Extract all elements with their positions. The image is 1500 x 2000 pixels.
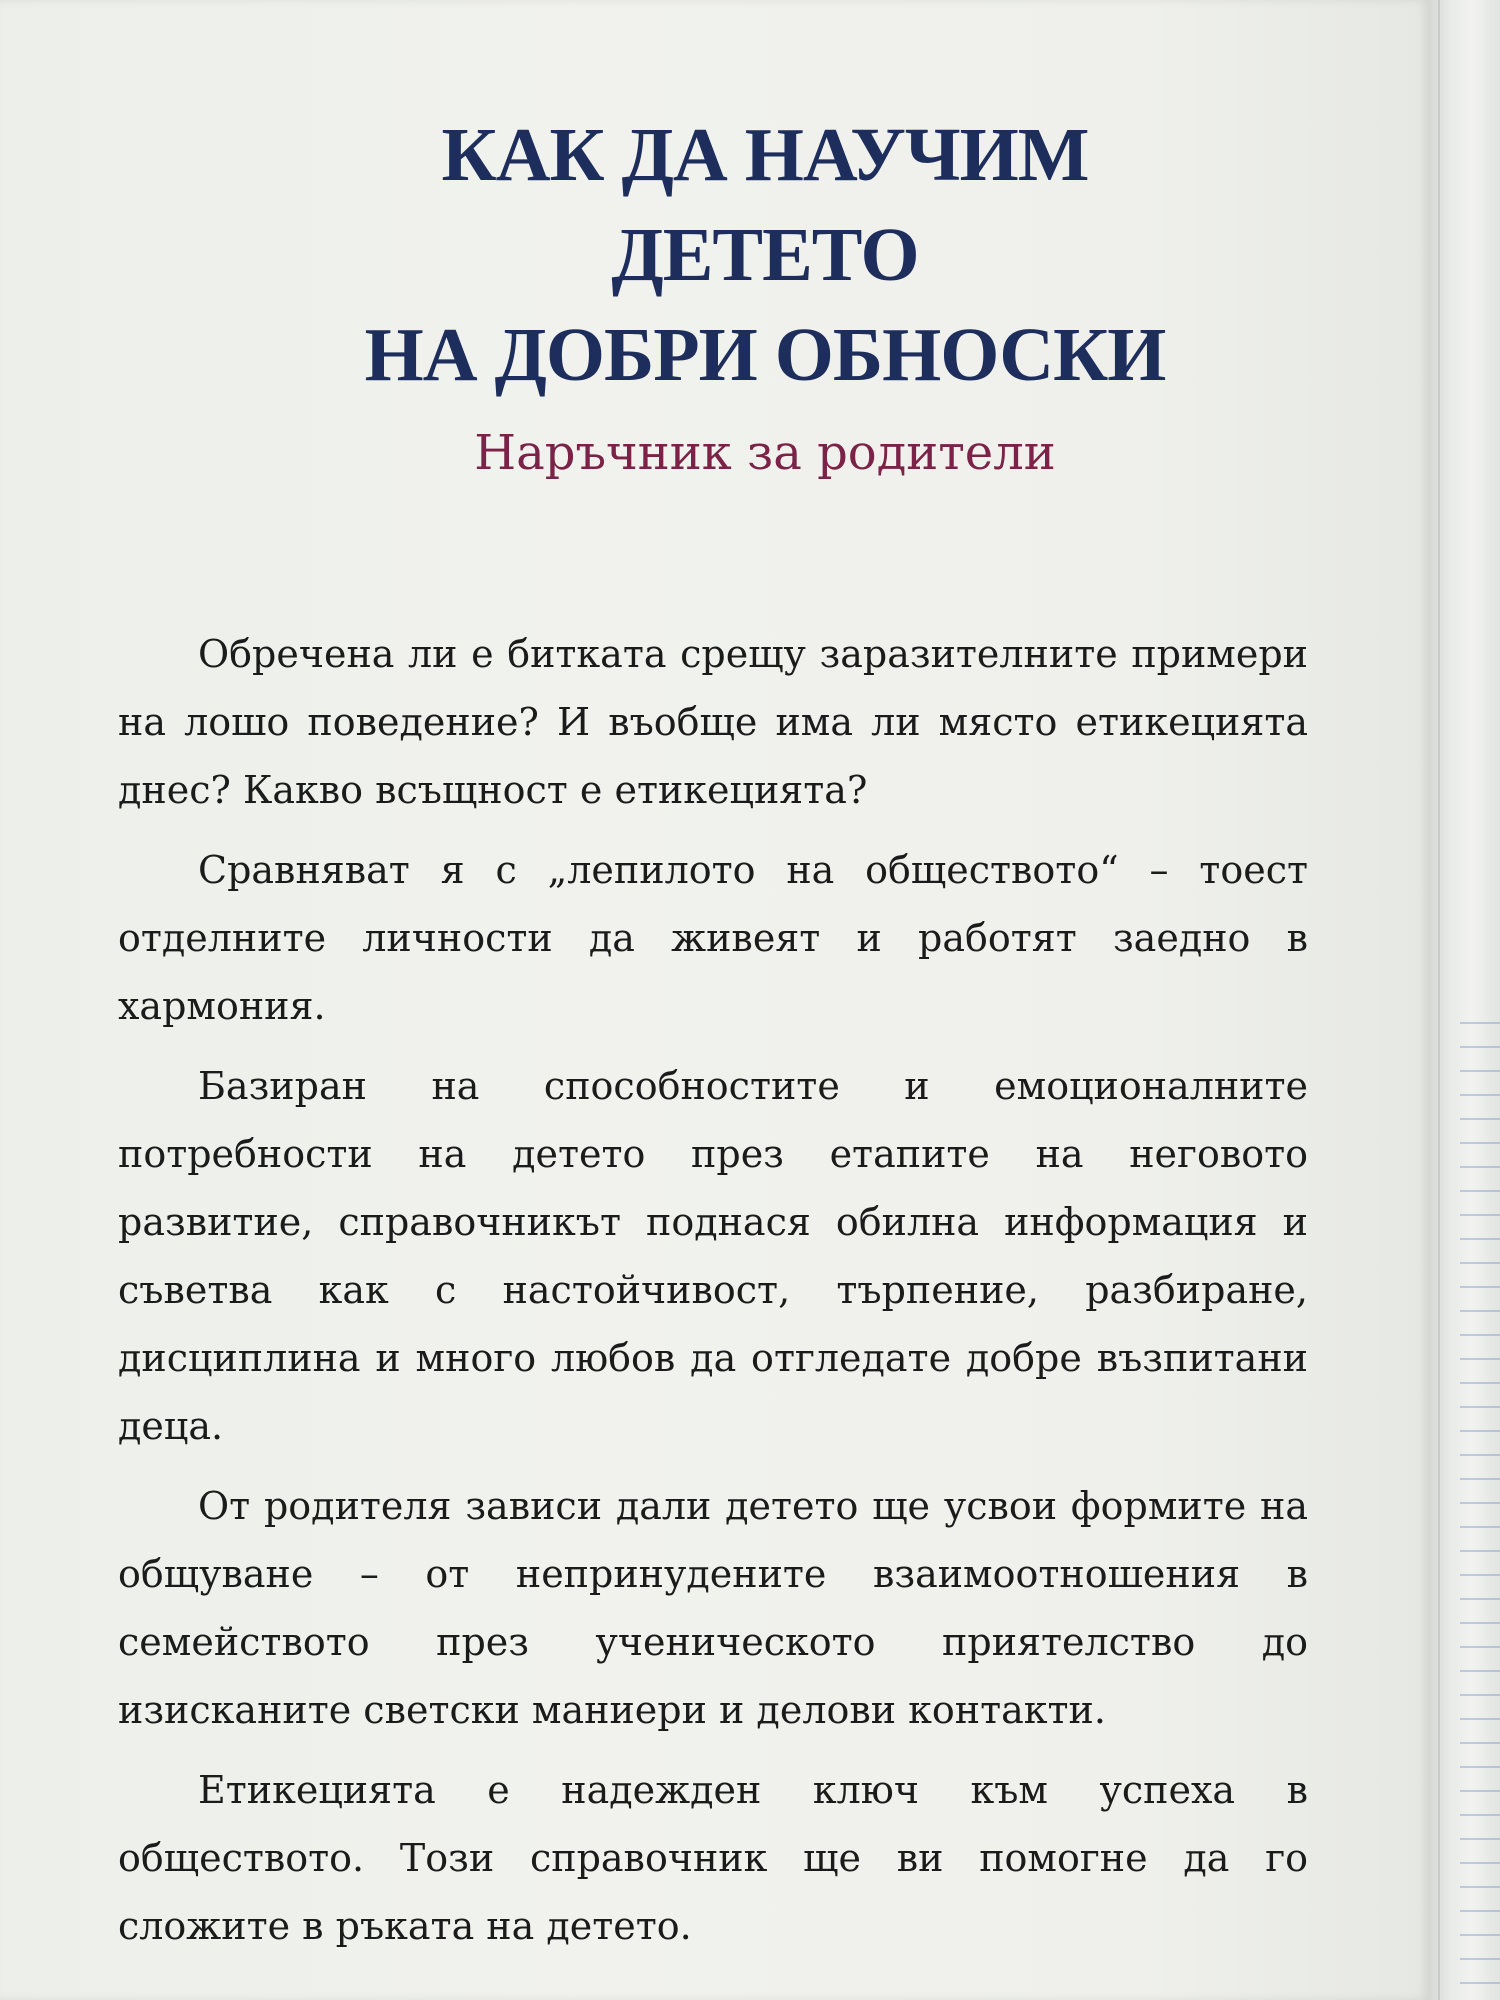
blurb-paragraph-5: Етикецията е надежден ключ към успеха в обществото. Този справочник ще ви помогне да го сложите в ръката на детето. [118, 1768, 1308, 1948]
blurb-paragraph-4: От родителя зависи дали детето ще усвои формите на общуване – от непринудените взаимоотношения в семейството през ученическото приятелство до изисканите светски маниери и делови контакти. [118, 1484, 1308, 1732]
title-block [150, 105, 1380, 483]
book-title-line-2: ДЕТЕТО [611, 213, 919, 297]
blurb-text [118, 620, 1308, 1972]
book-title-line-3: НА ДОБРИ ОБНОСКИ [364, 313, 1166, 397]
page-edge [1430, 0, 1500, 2000]
book-title-line-1: КАК ДА НАУЧИМ [441, 113, 1089, 197]
blurb-paragraph-2: Сравняват я с „лепилото на обществото“ – тоест отделните личности да живеят и работят заедно в хармония. [118, 848, 1308, 1028]
blurb-paragraph-1: Обречена ли е битката срещу заразителните примери на лошо поведение? И въобще има ли място етикецията днес? Какво всъщност е етикецията? [118, 632, 1308, 812]
background-notebook-lines [1460, 1000, 1500, 2000]
book-subtitle: Наръчник за родители [474, 425, 1056, 481]
spine-crease [1438, 0, 1440, 2000]
blurb-paragraph-3: Базиран на способностите и емоционалните потребности на детето през етапите на неговото развитие, справочникът поднася обилна информация и съветва как с настойчивост, търпение, разбиране, дисциплина и много любов да отгледате добре възпитани деца. [118, 1064, 1308, 1448]
